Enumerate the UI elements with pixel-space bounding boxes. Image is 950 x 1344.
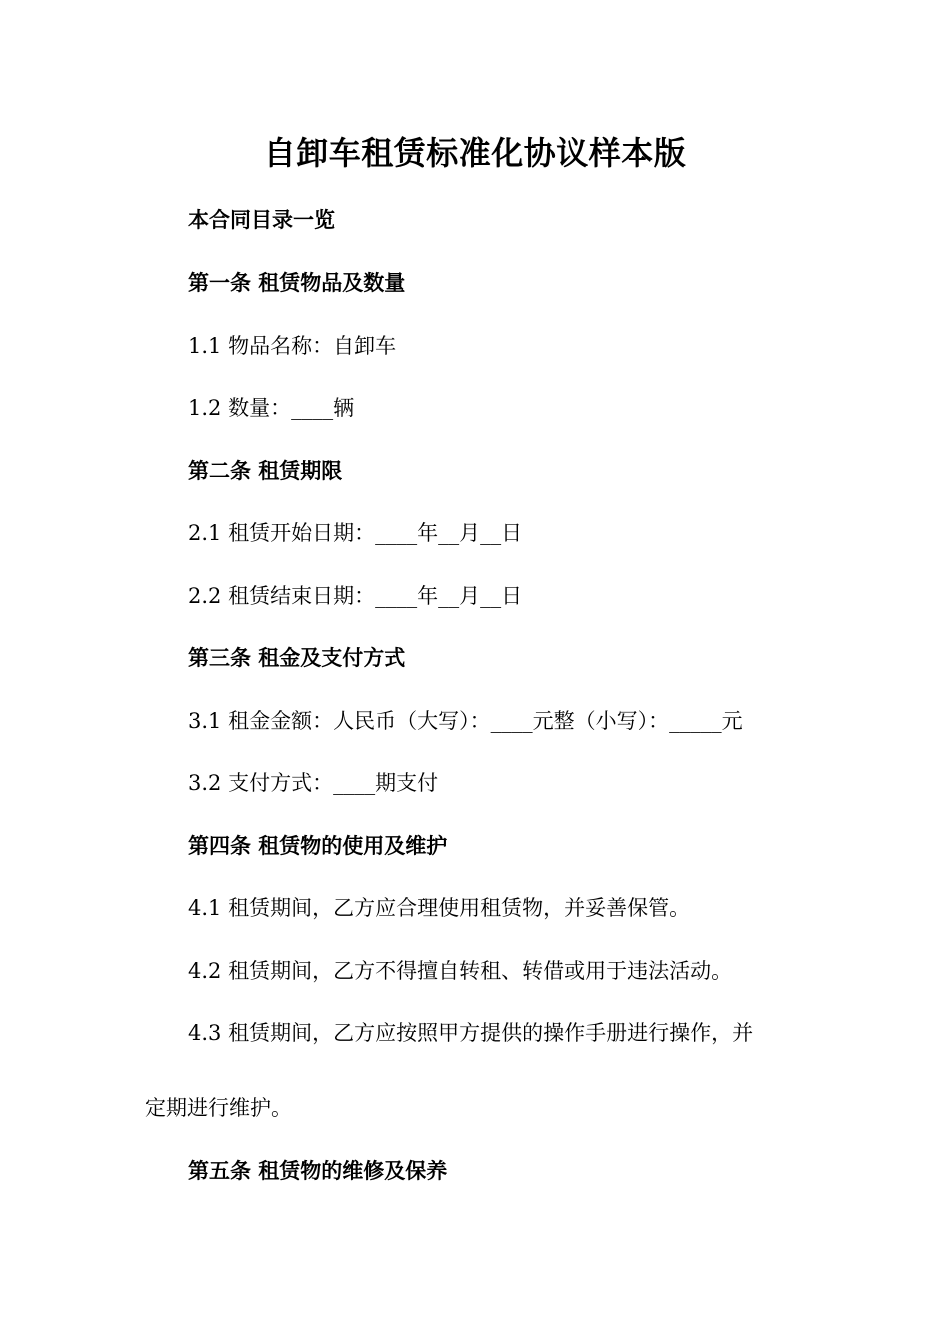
section-heading-3: 第三条 租金及支付方式 (188, 646, 406, 670)
clause-4-3-continued: 定期进行维护。 (145, 1096, 292, 1120)
clause-1-2: 1.2 数量：____辆 (188, 396, 355, 420)
clause-4-1: 4.1 租赁期间，乙方应合理使用租赁物，并妥善保管。 (188, 896, 691, 920)
section-heading-2: 第二条 租赁期限 (188, 459, 343, 483)
clause-2-2: 2.2 租赁结束日期：____年__月__日 (188, 584, 523, 608)
clause-3-2: 3.2 支付方式：____期支付 (188, 771, 439, 795)
document-title: 自卸车租赁标准化协议样本版 (263, 134, 687, 172)
clause-2-1: 2.1 租赁开始日期：____年__月__日 (188, 521, 523, 545)
section-heading-1: 第一条 租赁物品及数量 (188, 271, 406, 295)
clause-4-3: 4.3 租赁期间，乙方应按照甲方提供的操作手册进行操作，并 (188, 1021, 754, 1045)
section-heading-5: 第五条 租赁物的维修及保养 (188, 1159, 448, 1183)
section-heading-4: 第四条 租赁物的使用及维护 (188, 834, 448, 858)
clause-4-2: 4.2 租赁期间，乙方不得擅自转租、转借或用于违法活动。 (188, 959, 733, 983)
toc-heading: 本合同目录一览 (188, 208, 335, 232)
clause-1-1: 1.1 物品名称：自卸车 (188, 334, 397, 358)
clause-3-1: 3.1 租金金额：人民币（大写）：____元整（小写）：_____元 (188, 709, 743, 733)
